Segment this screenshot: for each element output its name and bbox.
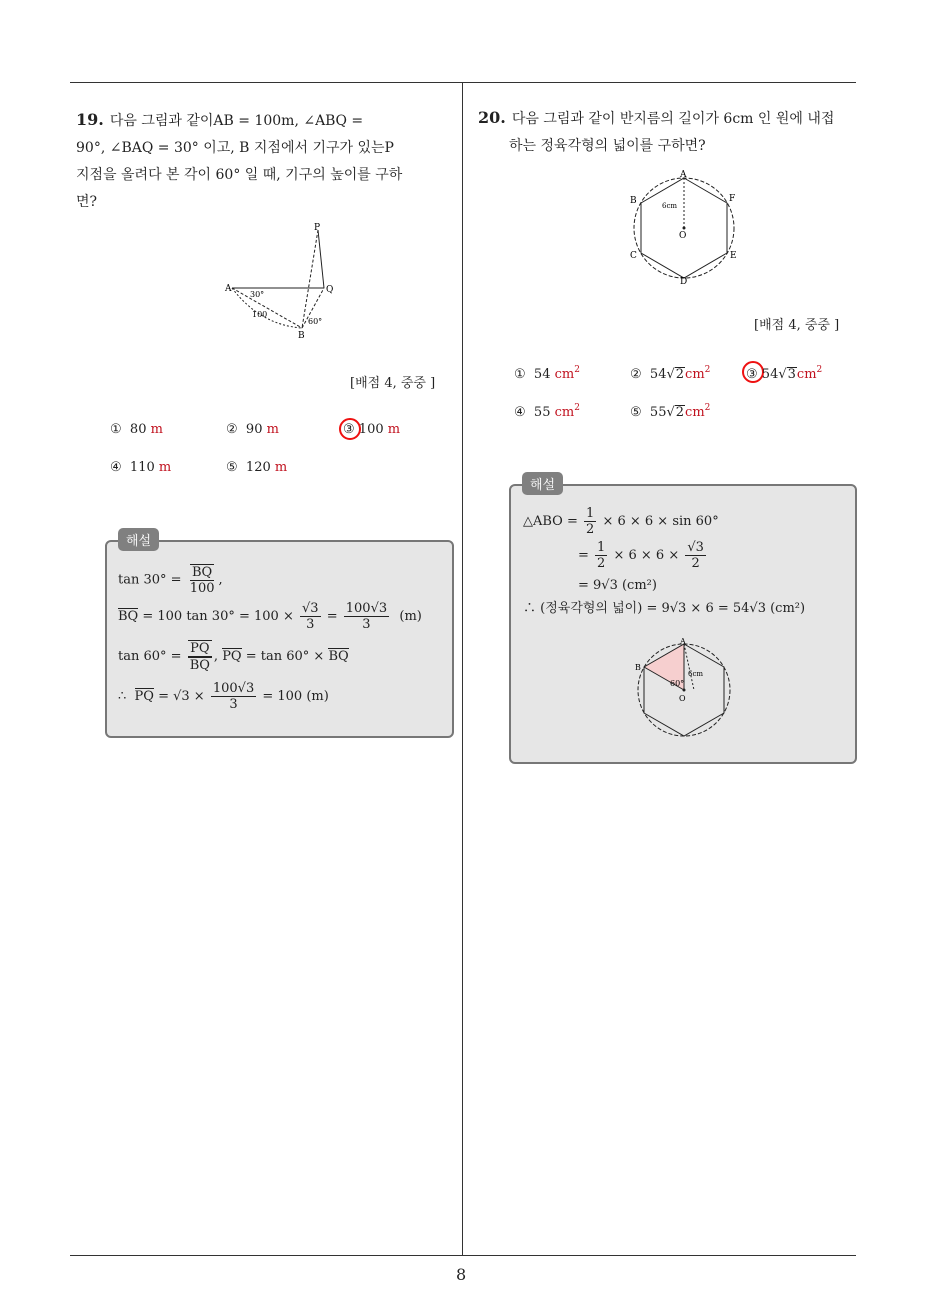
- question-20-text: [478, 104, 858, 160]
- choice-3[interactable]: ③ $54√3cm^2$: [746, 365, 823, 382]
- label-a: A: [680, 170, 687, 180]
- question-20: [478, 104, 858, 160]
- question-line: 90°, ∠BAQ = 30° 이고, B 지점에서 기구가 있는P: [76, 140, 394, 156]
- question-19: [76, 106, 456, 216]
- choice-5[interactable]: ⑤ $55√2cm^2$: [630, 403, 711, 420]
- score-label: [배점 4, 중중 ]: [350, 376, 436, 391]
- label-e: E: [730, 251, 737, 261]
- question-line: 지점을 올려다 본 각이 60° 일 때, 기구의 높이를 구하: [76, 167, 403, 183]
- label-b: B: [635, 663, 641, 672]
- label-d: D: [680, 277, 688, 287]
- choice-1[interactable]: ① 54 $cm^2$: [514, 365, 580, 382]
- choice-4[interactable]: ④ 55 $cm^2$: [514, 403, 580, 420]
- label-c: C: [630, 251, 637, 261]
- label-o: O: [679, 231, 687, 241]
- solution-tag: 해설: [118, 528, 159, 551]
- label-o: O: [679, 694, 686, 703]
- label-a: A: [225, 284, 232, 294]
- question-line: 다음 그림과 같이 반지름의 길이가 6cm 인 원에 내접: [511, 111, 835, 127]
- solution-line-3: = 9√3 (cm²): [578, 578, 657, 593]
- hexagon-solution-figure: [632, 636, 738, 744]
- question-line: 면?: [76, 194, 98, 210]
- choice-1[interactable]: ① 80 m: [110, 422, 163, 437]
- label-f: F: [729, 194, 736, 204]
- question-line: 하는 정육각형의 넓이를 구하면?: [509, 138, 706, 154]
- label-q: Q: [326, 285, 334, 295]
- top-rule: [70, 82, 856, 83]
- solution-line-1: △ABO = $\frac{1}{2}$ × 6 × 6 × sin 60°: [523, 506, 719, 537]
- choice-5[interactable]: ⑤ 120 m: [226, 460, 288, 475]
- label-angle: 60°: [670, 679, 685, 688]
- label-angle-60: 60°: [308, 317, 323, 326]
- pq-line: [318, 230, 324, 288]
- column-divider: [462, 83, 463, 1255]
- solution-line-4: ∴ PQ = √3 × $\frac{100√3}{3}$ = 100 (m): [118, 681, 329, 712]
- label-radius: 6cm: [688, 670, 704, 678]
- solution-line-2: BQ = 100 tan 30° = 100 × $\frac{√3}{3}$ = $\frac{100√3}{3}$ (m): [118, 601, 422, 632]
- question-19-text: [76, 106, 456, 216]
- label-a: A: [680, 637, 686, 646]
- label-b: B: [630, 196, 637, 206]
- solution-line-4: ∴ (정육각형의 넓이) = 9√3 × 6 = 54√3 (cm²): [523, 601, 806, 616]
- solution-line-2: = $\frac{1}{2}$ × 6 × 6 × $\frac{√3}{2}$: [578, 540, 704, 571]
- choice-2[interactable]: ② 90 m: [226, 422, 279, 437]
- label-side-100: 100: [252, 310, 268, 319]
- solution-line-3: tan 60° = $\frac{PQ}{BQ}$ , PQ = tan 60° × BQ: [118, 641, 349, 673]
- hexagon-figure: [626, 166, 744, 288]
- question-line: 다음 그림과 같이AB = 100m, ∠ABQ =: [109, 113, 364, 129]
- label-angle-30: 30°: [250, 290, 265, 299]
- solution-tag: 해설: [522, 472, 563, 495]
- ab-line: [232, 288, 302, 328]
- balloon-figure: [220, 220, 340, 345]
- choice-3[interactable]: ③ 100 m: [343, 422, 401, 437]
- solution-line-1: tan 30° = $\frac{BQ}{100}$ ,: [118, 565, 223, 596]
- question-number: 20.: [478, 108, 506, 127]
- bottom-rule: [70, 1255, 856, 1256]
- question-number: 19.: [76, 110, 104, 129]
- page-number: 8: [456, 1265, 467, 1284]
- label-b: B: [298, 331, 305, 341]
- choice-4[interactable]: ④ 110 m: [110, 460, 172, 475]
- label-p: P: [314, 223, 321, 233]
- label-radius: 6cm: [662, 202, 678, 210]
- score-label: [배점 4, 중중 ]: [754, 318, 840, 333]
- choice-2[interactable]: ② $54√2cm^2$: [630, 365, 711, 382]
